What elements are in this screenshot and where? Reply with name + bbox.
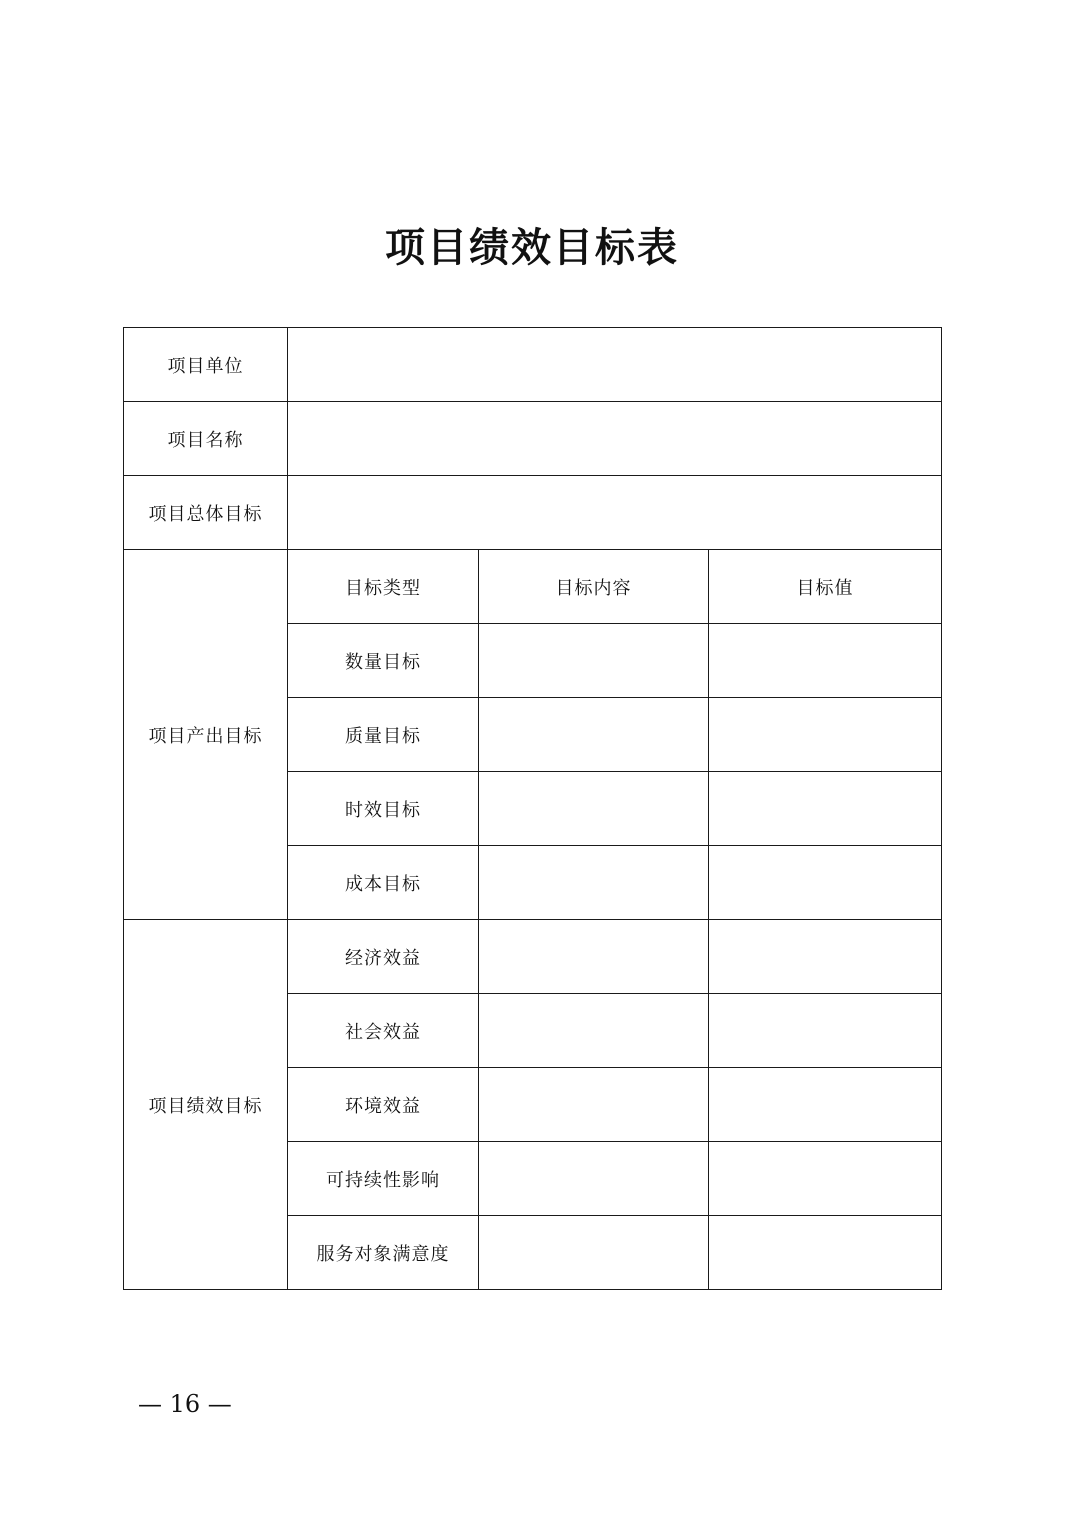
goal-value-cell[interactable] — [709, 698, 942, 772]
output-goal-label: 项目产出目标 — [124, 550, 288, 920]
overall-goal-label: 项目总体目标 — [124, 476, 288, 550]
goal-content-cell[interactable] — [479, 772, 709, 846]
goal-content-cell[interactable] — [479, 846, 709, 920]
goal-type-cell: 质量目标 — [288, 698, 479, 772]
goal-type-cell: 成本目标 — [288, 846, 479, 920]
overall-goal-value-cell[interactable] — [288, 476, 942, 550]
goal-type-cell: 环境效益 — [288, 1068, 479, 1142]
goal-type-cell: 数量目标 — [288, 624, 479, 698]
header-goal-content: 目标内容 — [479, 550, 709, 624]
table-row — [124, 476, 942, 550]
page-title: 项目绩效目标表 — [385, 225, 679, 271]
goal-type-cell: 经济效益 — [288, 920, 479, 994]
goal-value-cell[interactable] — [709, 994, 942, 1068]
header-goal-value: 目标值 — [709, 550, 942, 624]
performance-goal-table — [123, 327, 942, 1290]
goal-value-cell[interactable] — [709, 1142, 942, 1216]
goal-content-cell[interactable] — [479, 1216, 709, 1290]
goal-content-cell[interactable] — [479, 624, 709, 698]
goal-content-cell[interactable] — [479, 994, 709, 1068]
name-value-cell[interactable] — [288, 402, 942, 476]
goal-type-cell: 服务对象满意度 — [288, 1216, 479, 1290]
page-number: — 16 — — [138, 1390, 232, 1418]
performance-goal-label: 项目绩效目标 — [124, 920, 288, 1290]
goal-content-cell[interactable] — [479, 1068, 709, 1142]
goal-value-cell[interactable] — [709, 624, 942, 698]
goal-content-cell[interactable] — [479, 1142, 709, 1216]
name-label: 项目名称 — [124, 402, 288, 476]
goal-content-cell[interactable] — [479, 698, 709, 772]
goal-value-cell[interactable] — [709, 772, 942, 846]
table-row — [124, 550, 942, 624]
table-row — [124, 920, 942, 994]
goal-type-cell: 时效目标 — [288, 772, 479, 846]
goal-value-cell[interactable] — [709, 920, 942, 994]
goal-value-cell[interactable] — [709, 846, 942, 920]
unit-label: 项目单位 — [124, 328, 288, 402]
goal-type-cell: 社会效益 — [288, 994, 479, 1068]
goal-value-cell[interactable] — [709, 1216, 942, 1290]
header-goal-type: 目标类型 — [288, 550, 479, 624]
goal-type-cell: 可持续性影响 — [288, 1142, 479, 1216]
unit-value-cell[interactable] — [288, 328, 942, 402]
table-row — [124, 402, 942, 476]
table-row — [124, 328, 942, 402]
goal-content-cell[interactable] — [479, 920, 709, 994]
goal-value-cell[interactable] — [709, 1068, 942, 1142]
